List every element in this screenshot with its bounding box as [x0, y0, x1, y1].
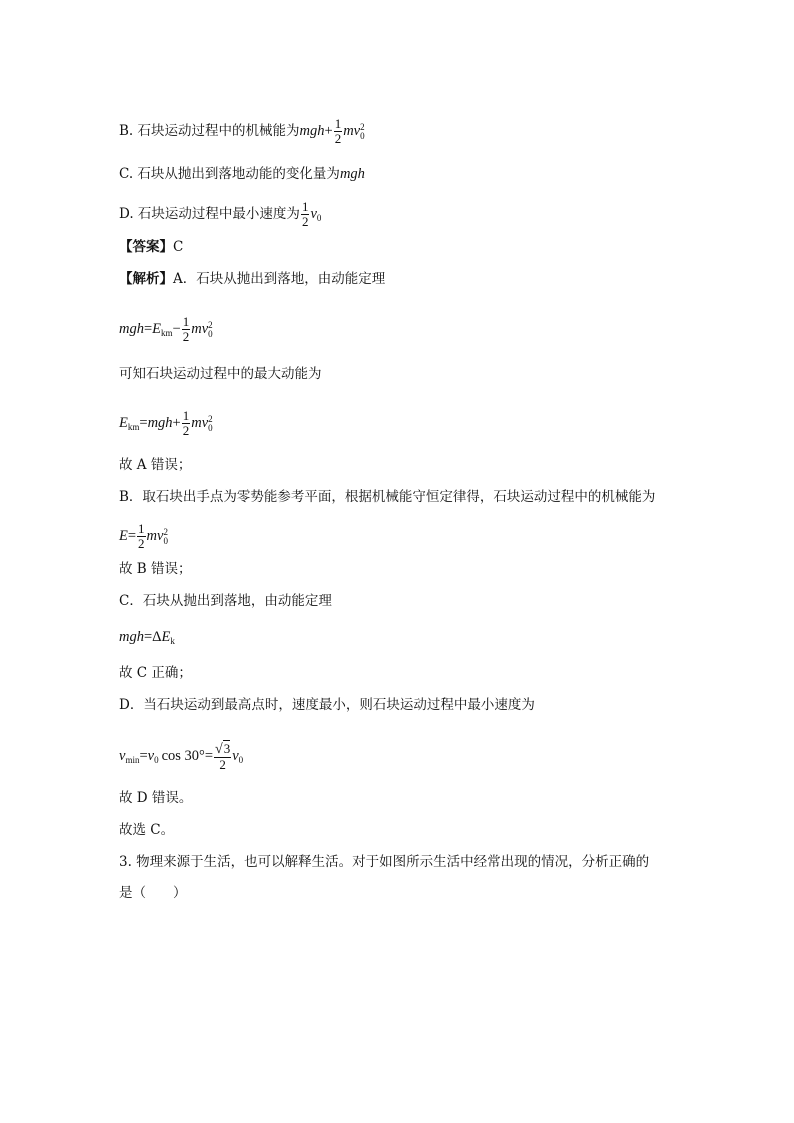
fraction — [137, 522, 146, 551]
fraction — [334, 117, 343, 146]
term-E: E — [161, 629, 171, 645]
equation-5-formula — [119, 741, 244, 772]
analysis-b-line — [119, 487, 655, 507]
analysis-d-text: D．当石块运动到最高点时，速度最小，则石块运动过程中最小速度为 — [119, 697, 535, 713]
question-3-text: 3. 物理来源于生活，也可以解释生活。对于如图所示生活中经常出现的情况，分析正确的 — [119, 854, 650, 870]
equation-2-formula — [119, 408, 213, 438]
term-mgh: mgh — [119, 320, 144, 337]
cos-term: cos 30° — [161, 748, 205, 765]
conclusion-d: 故 D 错误。 — [119, 790, 193, 806]
subscript: 0 — [208, 422, 213, 433]
subscript: 0 — [208, 328, 213, 339]
option-d-text: D. 石块运动过程中最小速度为 — [119, 205, 300, 222]
plus-sign: + — [324, 122, 333, 139]
analysis-b-text: B．取石块出手点为零势能参考平面，根据机械能守恒定律得，石块运动过程中的机械能为 — [119, 489, 656, 505]
denominator: 2 — [138, 536, 145, 551]
numerator: 1 — [301, 199, 309, 214]
sup-sub — [208, 415, 213, 433]
analysis-max-line — [119, 364, 322, 384]
analysis-b-wrong — [119, 559, 192, 579]
option-b-formula — [299, 116, 365, 146]
answer-value: C — [173, 239, 184, 255]
subscript-k: k — [170, 636, 175, 646]
question-3-line-2 — [119, 883, 187, 903]
term-mv: mv — [146, 527, 164, 544]
analysis-c-text: C．石块从抛出到落地，由动能定理 — [119, 593, 332, 609]
equals-sign: = — [127, 527, 137, 544]
analysis-a-line — [119, 269, 385, 289]
superscript: 2 — [163, 526, 168, 537]
option-d-formula — [300, 199, 322, 229]
conclusion-c: 故 C 正确； — [119, 665, 192, 681]
fraction — [301, 200, 310, 229]
denominator: 2 — [334, 131, 342, 146]
equals-sign: = — [139, 414, 148, 431]
analysis-a-wrong — [119, 455, 191, 475]
term-E: E — [152, 320, 162, 337]
question-3-text-2: 是（ ） — [119, 885, 187, 901]
term-mgh: mgh — [147, 414, 173, 431]
minus-sign: − — [172, 320, 181, 337]
equation-3-formula — [119, 521, 168, 551]
numerator: 1 — [182, 314, 190, 329]
option-c — [119, 164, 365, 184]
subscript-min: min — [125, 755, 140, 766]
option-b — [119, 117, 365, 146]
numerator: 1 — [334, 116, 342, 131]
fraction — [182, 409, 191, 438]
fraction — [214, 742, 231, 772]
sup-sub — [163, 528, 168, 546]
equation-2 — [119, 409, 213, 438]
term-mv: mv — [191, 320, 209, 337]
numerator: 1 — [182, 408, 190, 423]
analysis-max-text: 可知石块运动过程中的最大动能为 — [119, 366, 322, 382]
denominator: 2 — [182, 423, 190, 438]
analysis-c-right — [119, 663, 192, 683]
denominator: 2 — [182, 329, 190, 344]
term-v: v — [119, 748, 126, 765]
option-b-text: B. 石块运动过程中的机械能为 — [119, 122, 300, 139]
denominator: 2 — [219, 757, 226, 772]
term-v: v — [310, 205, 317, 222]
equals-sign: = — [139, 748, 148, 765]
term-E: E — [119, 414, 128, 431]
superscript: 2 — [208, 319, 213, 330]
equals-sign: = — [143, 629, 153, 645]
equation-1-formula — [119, 314, 213, 344]
conclusion-a: 故 A 错误； — [119, 457, 192, 473]
term-mgh: mgh — [119, 629, 144, 645]
radicand: 3 — [223, 741, 231, 756]
analysis-label: 【解析】 — [119, 271, 173, 287]
final-choice — [119, 820, 174, 840]
term-mgh: mgh — [299, 122, 325, 139]
term-mv: mv — [343, 122, 361, 139]
analysis-d-line — [119, 695, 535, 715]
superscript: 2 — [208, 413, 213, 424]
analysis-c-line — [119, 591, 332, 611]
term-mv: mv — [191, 414, 209, 431]
option-c-text: C. 石块从抛出到落地动能的变化量为 — [119, 166, 340, 182]
subscript: 0 — [316, 212, 322, 223]
sup-sub — [208, 321, 213, 339]
conclusion-b: 故 B 错误； — [119, 561, 192, 577]
answer-label: 【答案】 — [119, 239, 173, 255]
final-choice-text: 故选 C。 — [119, 822, 175, 838]
equation-3 — [119, 522, 168, 551]
fraction — [182, 315, 191, 344]
equation-4-formula — [119, 629, 175, 645]
superscript: 2 — [360, 121, 365, 132]
plus-sign: + — [172, 414, 181, 431]
delta-symbol: Δ — [152, 629, 162, 645]
option-c-formula: mgh — [339, 166, 365, 182]
subscript: 0 — [238, 755, 244, 766]
sup-sub — [360, 123, 365, 141]
term-E: E — [119, 527, 128, 544]
equation-1 — [119, 315, 213, 344]
subscript: 0 — [154, 755, 159, 766]
term-v: v — [232, 748, 239, 765]
subscript: 0 — [163, 535, 168, 546]
equals-sign: = — [143, 320, 153, 337]
subscript-km: km — [161, 327, 173, 338]
numerator: 1 — [138, 521, 145, 536]
sqrt-symbol: √ — [215, 742, 223, 757]
denominator: 2 — [301, 214, 309, 229]
subscript: 0 — [360, 130, 365, 141]
analysis-d-wrong — [119, 788, 192, 808]
equation-4 — [119, 627, 175, 651]
subscript-km: km — [127, 421, 140, 432]
answer-line — [119, 237, 183, 257]
equals-sign: = — [204, 748, 214, 765]
analysis-a-text: A．石块从抛出到落地，由动能定理 — [173, 271, 386, 287]
numerator — [214, 742, 231, 758]
term-v0: v — [147, 748, 155, 765]
equation-5 — [119, 742, 243, 772]
option-d — [119, 200, 321, 229]
question-3-line-1 — [119, 852, 649, 872]
